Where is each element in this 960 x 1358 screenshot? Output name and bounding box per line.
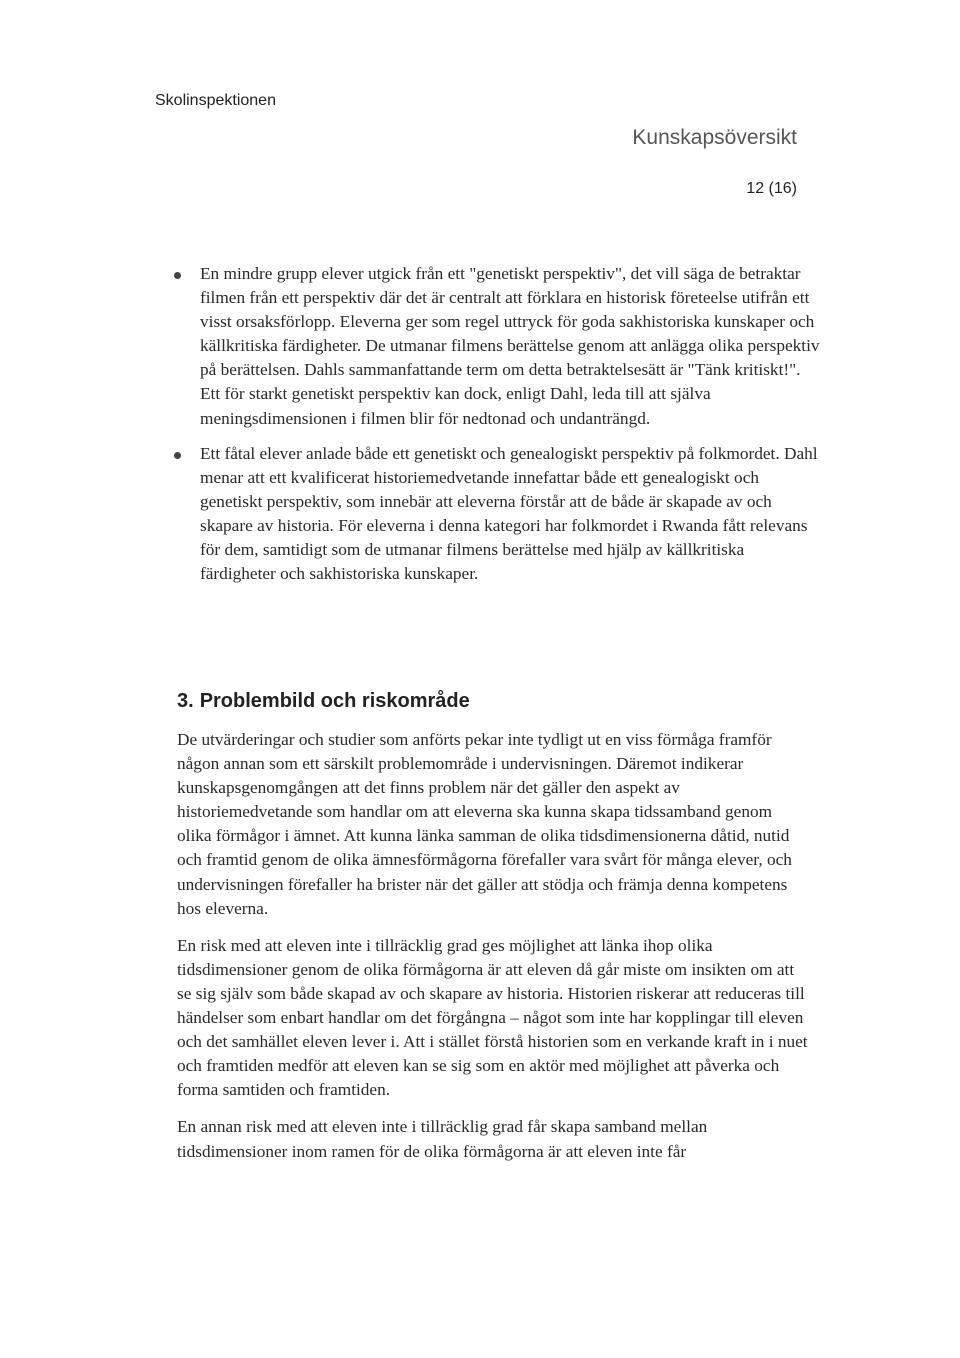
document-title: Kunskapsöversikt <box>632 126 797 149</box>
paragraph: De utvärderingar och studier som anförts pekar inte tydligt ut en viss förmåga framför någon annan som ett särskilt problemområde i undervisningen. Däremot indikerar kunskapsgenomgången att det finns problem när det gäller den aspekt av historiemedvetande som handlar om att eleverna ska kunna skapa tidssamband genom olika förmågor i ämnet. Att kunna länka samman de olika tidsdimensionerna dåtid, nutid och framtid genom de olika ämnesförmågorna förefaller vara svårt för många elever, och undervisningen förefaller ha brister när det gäller att stödja och främja denna kompetens hos eleverna. <box>177 730 792 918</box>
section-title: Problembild och riskområde <box>199 690 470 712</box>
paragraph: En annan risk med att eleven inte i tillräcklig grad får skapa samband mellan tidsdimensioner inom ramen för de olika förmågorna är att eleven inte får <box>177 1117 708 1161</box>
bullet-item-genetic <box>200 262 820 431</box>
section-heading <box>177 690 470 713</box>
bullet-item-genetic-genealogical <box>200 442 820 587</box>
bullet-list <box>200 262 820 597</box>
bullet-dot-icon <box>174 452 181 459</box>
bullet-text: En mindre grupp elever utgick från ett "genetiskt perspektiv", det vill säga de betraktar filmen från ett perspektiv där det är centralt att förklara en historisk företeelse utifrån ett visst orsaksförlopp. Eleverna ger som regel uttryck för goda sakhistoriska kunskaper och källkritiska färdigheter. De utmanar filmens berättelse genom att anlägga olika perspektiv på berättelsen. Dahls sammanfattande term om detta betraktelsesätt är "Tänk kritiskt!". Ett för starkt genetiskt perspektiv kan dock, enligt Dahl, leda till att själva meningsdimensionen i filmen blir för nedtonad och undanträngd. <box>200 264 820 428</box>
bullet-dot-icon <box>174 272 181 279</box>
paragraph: En risk med att eleven inte i tillräcklig grad ges möjlighet att länka ihop olika tidsdimensioner genom de olika förmågorna är att eleven då går miste om insikten om att se sig själv som både skapad av och skapare av historia. Historien riskerar att reduceras till händelser som enbart handlar om det förgångna – något som inte har kopplingar till eleven och det samhället eleven lever i. Att i stället förstå historien som en verkande kraft in i nuet och framtiden medför att eleven kan se sig som en aktör med möjlighet att påverka och forma samtiden och framtiden. <box>177 935 808 1100</box>
section-number: 3. <box>177 690 194 712</box>
bullet-text: Ett fåtal elever anlade både ett genetiskt och genealogiskt perspektiv på folkmordet. Dahl menar att ett kvalificerat historiemedvetande innefattar både ett genealogiskt och genetiskt perspektiv, som innebär att eleverna förstår att de både är skapade av och skapare av historia. För eleverna i denna kategori har folkmordet i Rwanda fått relevans för dem, samtidigt som de utmanar filmens berättelse med hjälp av källkritiska färdigheter och sakhistoriska kunskaper. <box>200 443 818 584</box>
section-body <box>177 728 809 1177</box>
page-number: 12 (16) <box>746 180 797 197</box>
organization-name: Skolinspektionen <box>155 92 276 109</box>
